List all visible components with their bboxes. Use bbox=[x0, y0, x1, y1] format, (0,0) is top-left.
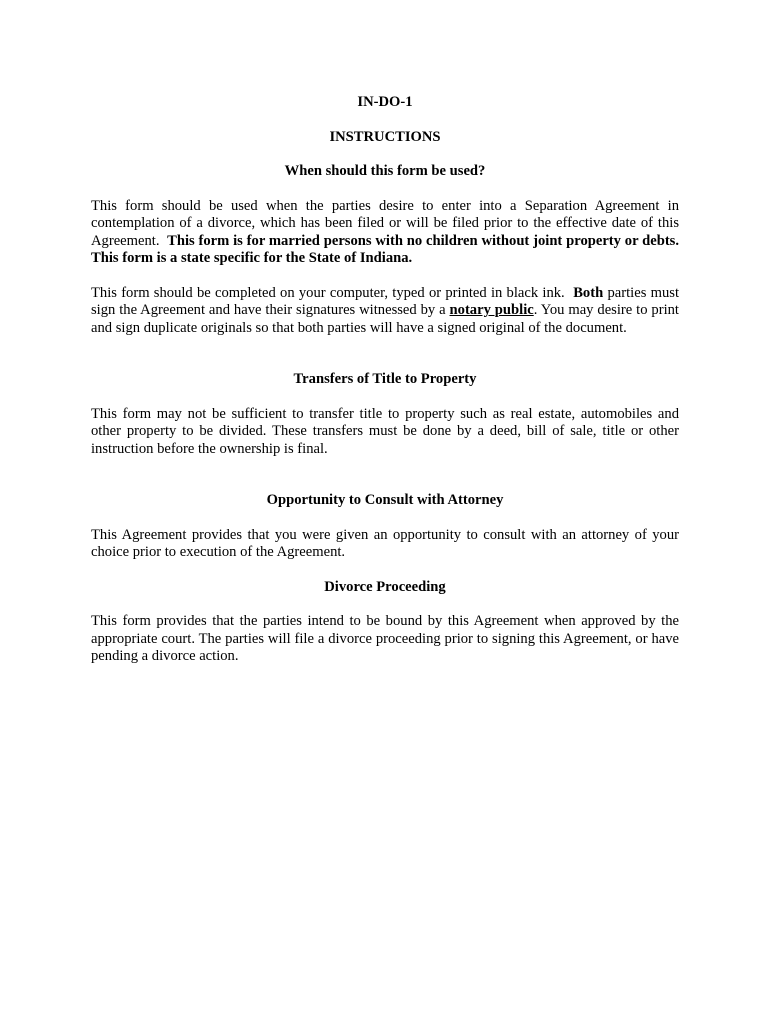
completion-paragraph bbox=[91, 285, 679, 338]
when-used-heading: When should this form be used? bbox=[284, 163, 486, 179]
completion-bold-both: Both bbox=[573, 284, 604, 301]
attorney-paragraph: This Agreement provides that you were given an opportunity to consult with an attorney of your choice prior to execution of the Agreement. bbox=[91, 526, 679, 560]
completion-text-1: This form should be completed on your computer, typed or printed in black ink. bbox=[91, 284, 565, 301]
attorney-heading: Opportunity to Consult with Attorney bbox=[266, 492, 504, 508]
page-title: INSTRUCTIONS bbox=[329, 128, 441, 145]
document-page bbox=[91, 92, 679, 666]
completion-text-2: parties must sign the Agreement and have their signatures witnessed by a bbox=[91, 284, 679, 318]
completion-text-3: . You may desire to print and sign duplicate originals so that both parties will have a signed original of the document. bbox=[91, 302, 679, 336]
divorce-heading: Divorce Proceeding bbox=[324, 578, 446, 595]
transfers-heading: Transfers of Title to Property bbox=[293, 371, 477, 387]
when-used-paragraph bbox=[91, 198, 679, 268]
transfers-paragraph: This form may not be sufficient to transfer title to property such as real estate, automobiles and other property to be divided. These transfers must be done by a deed, bill of sale, title or other instruction before the ownership is final. bbox=[91, 405, 679, 457]
divorce-paragraph: This form provides that the parties intend to be bound by this Agreement when approved by the appropriate court. The parties will file a divorce proceeding prior to signing this Agreement, or have pending a divorce action. bbox=[91, 613, 679, 664]
when-used-text: This form should be used when the parties desire to enter into a Separation Agreement in contemplation of a divorce, which has been filed or will be filed prior to the effective date of this Agreement. bbox=[91, 197, 679, 249]
notary-public-link[interactable]: notary public bbox=[449, 302, 534, 318]
when-used-bold-text: This form is for married persons with no children without joint property or debts. This form is a state specific for the State of Indiana. bbox=[91, 232, 680, 266]
form-id: IN-DO-1 bbox=[357, 94, 413, 110]
